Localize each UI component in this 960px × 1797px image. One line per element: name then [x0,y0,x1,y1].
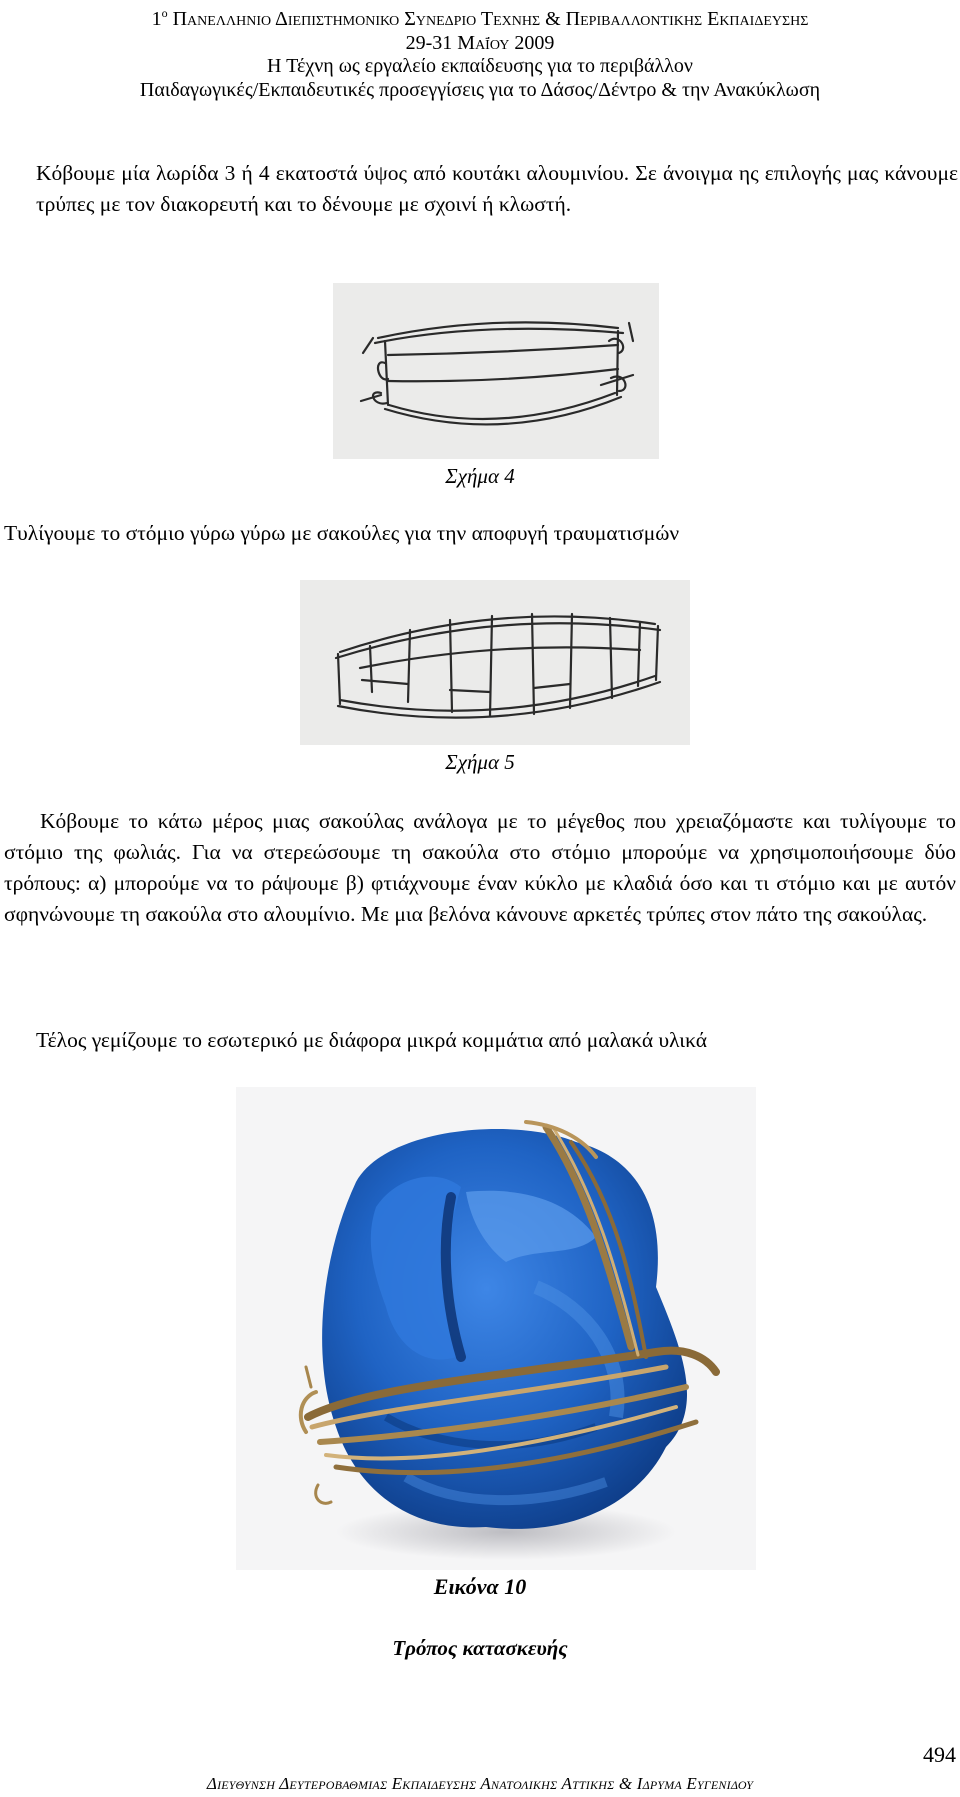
construction-method-caption: Τρόπος κατασκευής [392,1636,568,1660]
page-header [0,2,960,102]
figure-4-sketch [333,283,659,459]
paragraph-wrap-mouth: Τυλίγουμε το στόμιο γύρω γύρω με σακούλες για την αποφυγή τραυματισμών [4,521,680,545]
paragraph-cut-strip: Κόβουμε μία λωρίδα 3 ή 4 εκατοστά ύψος από κουτάκι αλουμινίου. Σε άνοιγμα ης επιλογής μας κάνουμε τρύπες με τον διακορευτή και το δένουμε με σχοινί ή κλωστή. [36,161,958,216]
paragraph-cut-bag: Κόβουμε το κάτω μέρος μιας σακούλας ανάλογα με το μέγεθος που χρειαζόμαστε και τυλίγουμε το στόμιο της φωλιάς. Για να στερεώσουμε τη σακούλα στο στόμιο μπορούμε να χρησιμοποιήσουμε δύο τρόπους: α) μπορούμε να το ράψουμε β) φτιάχνουμε έναν κύκλο με κλαδιά όσο και τι στόμιο και με αυτόν σφηνώνουμε τη σακούλα στο αλουμίνιο. Με μια βελόνα κάνουνε αρκετές τρύπες στον πάτο της σακούλας. [4,809,956,926]
conference-number: 1 [151,8,162,30]
ordinal-superscript: ο [161,6,168,20]
blue-bag-nest-image [236,1087,756,1570]
page-number: 494 [923,1742,956,1767]
figure-4-caption: Σχήμα 4 [445,464,515,488]
conference-title [0,2,960,32]
conference-dates: 29-31 Μαΐου 2009 [405,31,555,54]
conference-theme: Η Τέχνη ως εργαλείο εκπαίδευσης για το περιβάλλον [267,55,693,77]
image-10-photo [236,1087,756,1570]
image-10-caption: Εικόνα 10 [433,1574,527,1599]
figure-5-caption: Σχήμα 5 [445,750,515,774]
paragraph-fill-inside: Τέλος γεμίζουμε το εσωτερικό με διάφορα μικρά κομμάτια από μαλακά υλικά [36,1028,708,1052]
conference-name: Πανελληνιο Διεπιστημονικο Συνεδριο Τεχνησ & Περιβαλλοντικησ Εκπαιδευσησ [172,8,809,30]
figure-5-sketch [300,580,690,745]
conference-subtheme: Παιδαγωγικές/Εκπαιδευτικές προσεγγίσεις για το Δάσος/Δέντρο & την Ανακύκλωση [139,78,821,101]
page-footer-organization: Διευθυνση Δευτεροβαθμιασ Εκπαιδευσησ Ανατολικησ Αττικησ & Ιδρυμα Ευγενιδου [206,1774,754,1793]
aluminum-ring-drawing [333,283,659,459]
wrapped-ring-drawing [300,580,690,745]
